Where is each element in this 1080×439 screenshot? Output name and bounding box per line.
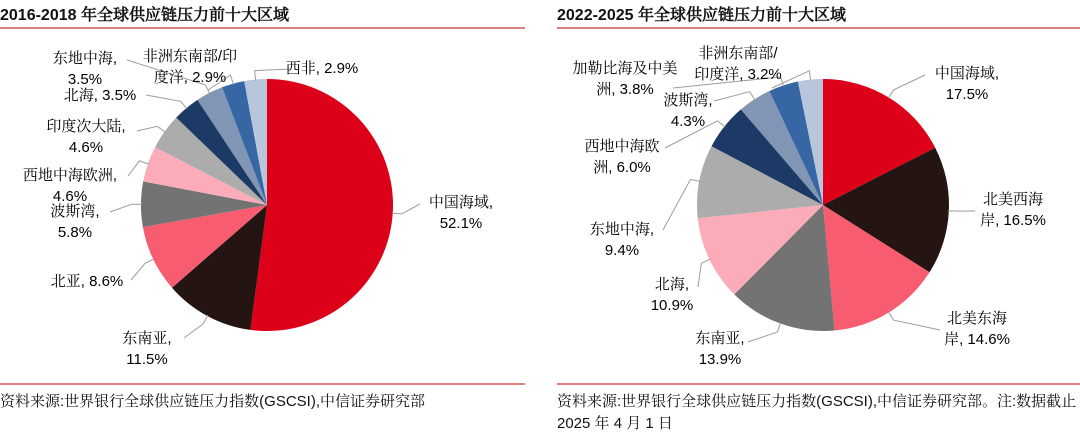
leader-line-5	[663, 180, 700, 231]
leader-line-0	[888, 75, 925, 98]
pie-label-8: 加勒比海及中美洲, 3.8%	[572, 60, 678, 98]
pie-label-2: 北亚, 8.6%	[50, 273, 124, 290]
pie-label-2: 北美东海岸, 14.6%	[944, 310, 1010, 348]
pie-label-1: 北美西海岸, 16.5%	[980, 191, 1046, 229]
pie-label-0: 中国海域, 17.5%	[934, 65, 1000, 103]
leader-line-2	[888, 312, 940, 330]
source-note-left: 资料来源:世界银行全球供应链压力指数(GSCSI),中信证券研究部	[0, 383, 525, 413]
pie-label-0: 中国海域, 52.1%	[428, 194, 494, 232]
chart-title-left: 2016-2018 年全球供应链压力前十大区域	[0, 2, 525, 29]
pie-chart-2022-2025	[540, 30, 1080, 380]
pie-label-6: 北海, 3.5%	[63, 87, 137, 104]
source-note-right: 资料来源:世界银行全球供应链压力指数(GSCSI),中信证券研究部。注:数据截止 2025 年 4 月 1 日	[557, 383, 1080, 435]
pie-label-9: 非洲东南部/印度洋, 3.2%	[694, 45, 782, 83]
pie-label-4: 北海, 10.9%	[650, 276, 694, 314]
leader-line-3	[748, 323, 781, 342]
pie-label-9: 西非, 2.9%	[285, 60, 359, 77]
pie-label-7: 东地中海, 3.5%	[52, 50, 118, 88]
leader-line-6	[146, 95, 187, 109]
pie-label-3: 东南亚, 13.9%	[695, 330, 745, 368]
pie-label-5: 印度次大陆, 4.6%	[46, 118, 126, 156]
leader-line-7	[714, 92, 755, 101]
pie-label-6: 西地中海欧洲, 6.0%	[584, 138, 660, 176]
pie-label-5: 东地中海, 9.4%	[589, 221, 655, 259]
leader-line-2	[131, 259, 154, 280]
leader-line-5	[137, 126, 165, 132]
leader-line-3	[110, 204, 142, 212]
pie-slice-0	[250, 79, 393, 331]
chart-title-right: 2022-2025 年全球供应链压力前十大区域	[557, 2, 1080, 29]
pie-chart-2016-2018	[0, 30, 540, 380]
leader-line-1	[184, 315, 208, 338]
pie-label-4: 西地中海欧洲, 4.6%	[22, 167, 118, 205]
leader-line-4	[698, 259, 710, 287]
pie-label-8: 非洲东南部/印度洋, 2.9%	[142, 48, 238, 86]
pie-label-3: 波斯湾, 5.8%	[50, 203, 100, 241]
pie-label-1: 东南亚, 11.5%	[122, 330, 172, 368]
leader-line-0	[392, 204, 420, 214]
pie-label-7: 波斯湾, 4.3%	[663, 92, 713, 130]
